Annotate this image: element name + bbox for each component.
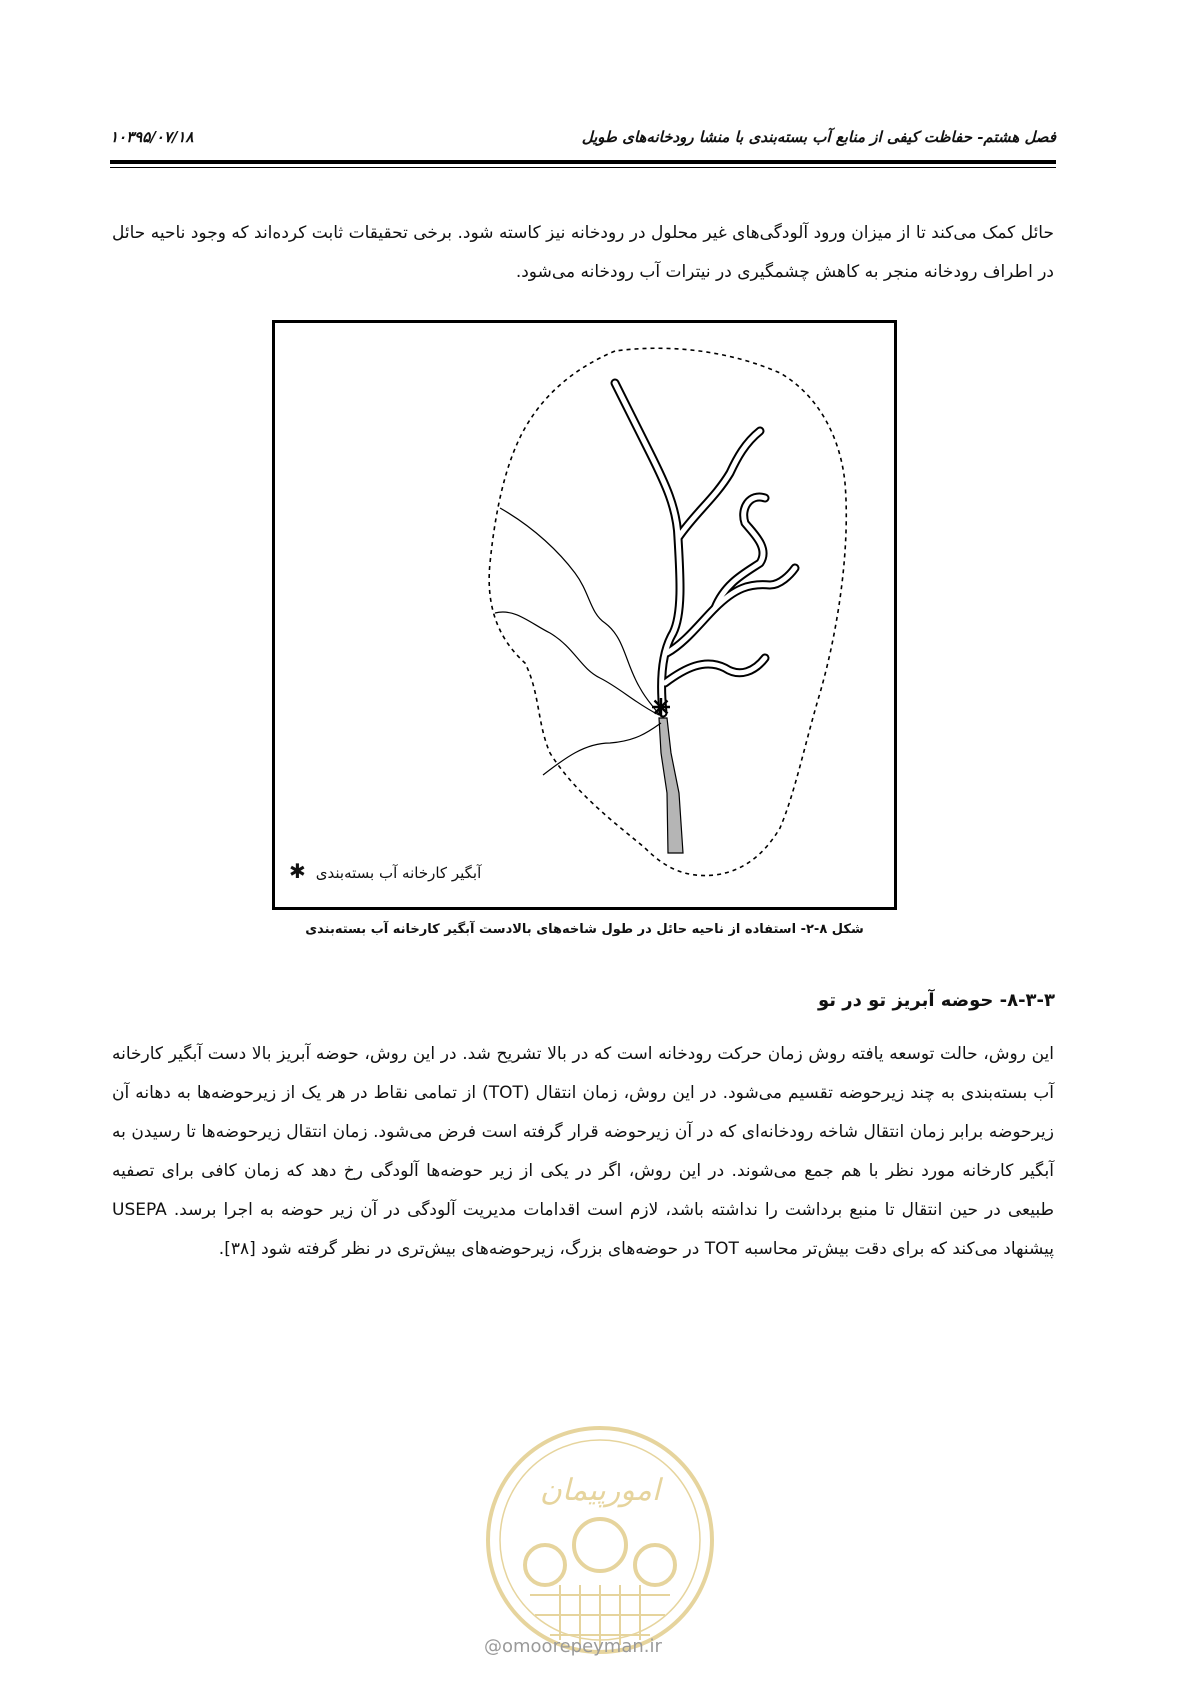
header-rule-thin bbox=[110, 167, 1056, 168]
side-stream-upper bbox=[500, 508, 659, 715]
figure-legend bbox=[289, 859, 481, 883]
intro-paragraph: حائل کمک می‌کند تا از میزان ورود آلودگی‌های غیر محلول در رودخانه نیز کاسته شود. برخی تحقیقات ثابت کرده‌اند که وجود ناحیه حائل در اطراف رودخانه منجر به کاهش چشمگیری در نیترات آب رودخانه می‌شود. bbox=[112, 223, 1054, 282]
watermark-logo-text: امورپیمان bbox=[539, 1473, 661, 1508]
main-stem bbox=[659, 718, 683, 853]
watermark-site: @omoorepeyman.ir bbox=[484, 1636, 662, 1657]
buffered-tributaries bbox=[615, 383, 795, 713]
asterisk-icon: ✱ bbox=[289, 859, 306, 883]
body-paragraph: این روش، حالت توسعه یافته روش زمان حرکت رودخانه است که در بالا تشریح شد. در این روش، حوضه آبریز بالا دست آبگیر کارخانه آب بسته‌بندی به چند زیرحوضه تقسیم می‌شود. در این روش، زمان انتقال (TOT) از تمامی نقاط در هر یک از زیرحوضه‌ها به دهانه آن زیرحوضه برابر زمان انتقال شاخه رودخانه‌ای که در آن زیرحوضه قرار گرفته است فرض می‌شود. زمان انتقال زیرحوضه‌ها تا رسیدن به آبگیر کارخانه مورد نظر با هم جمع می‌شوند. در این روش، اگر در یکی از زیر حوضه‌ها آلودگی رخ دهد که زمان کافی برای تصفیه طبیعی در حین انتقال تا منبع برداشت را نداشته باشد، لازم است اقدامات مدیریت آلودگی در آن زیر حوضه به اجرا برسد. USEPA پیشنهاد می‌کند که برای دقت بیش‌تر محاسبه TOT در حوضه‌های بزرگ، زیرحوضه‌های بیش‌تری در نظر گرفته شود [۳۸]. bbox=[112, 1044, 1055, 1259]
watershed-diagram bbox=[275, 323, 894, 907]
header-rule-thick bbox=[110, 160, 1056, 164]
legend-label: آبگیر کارخانه آب بسته‌بندی bbox=[315, 864, 482, 882]
chapter-title: فصل هشتم- حفاظت کیفی از منابع آب بسته‌بندی با منشا رودخانه‌های طویل bbox=[581, 128, 1056, 146]
figure-frame bbox=[272, 320, 897, 910]
document-code: ۱۰۳۹۵/۰۷/۱۸ bbox=[110, 128, 194, 146]
watermark-logo bbox=[480, 1420, 720, 1660]
intake-star-icon bbox=[652, 698, 670, 716]
section-heading: ۸-۳-۳- حوضه آبریز تو در تو bbox=[817, 990, 1055, 1011]
page-header bbox=[110, 128, 1056, 152]
side-stream-middle bbox=[495, 612, 659, 715]
figure-caption: شکل ۸-۲- استفاده از ناحیه حائل در طول شاخه‌های بالادست آبگیر کارخانه آب بسته‌بندی bbox=[305, 922, 864, 937]
